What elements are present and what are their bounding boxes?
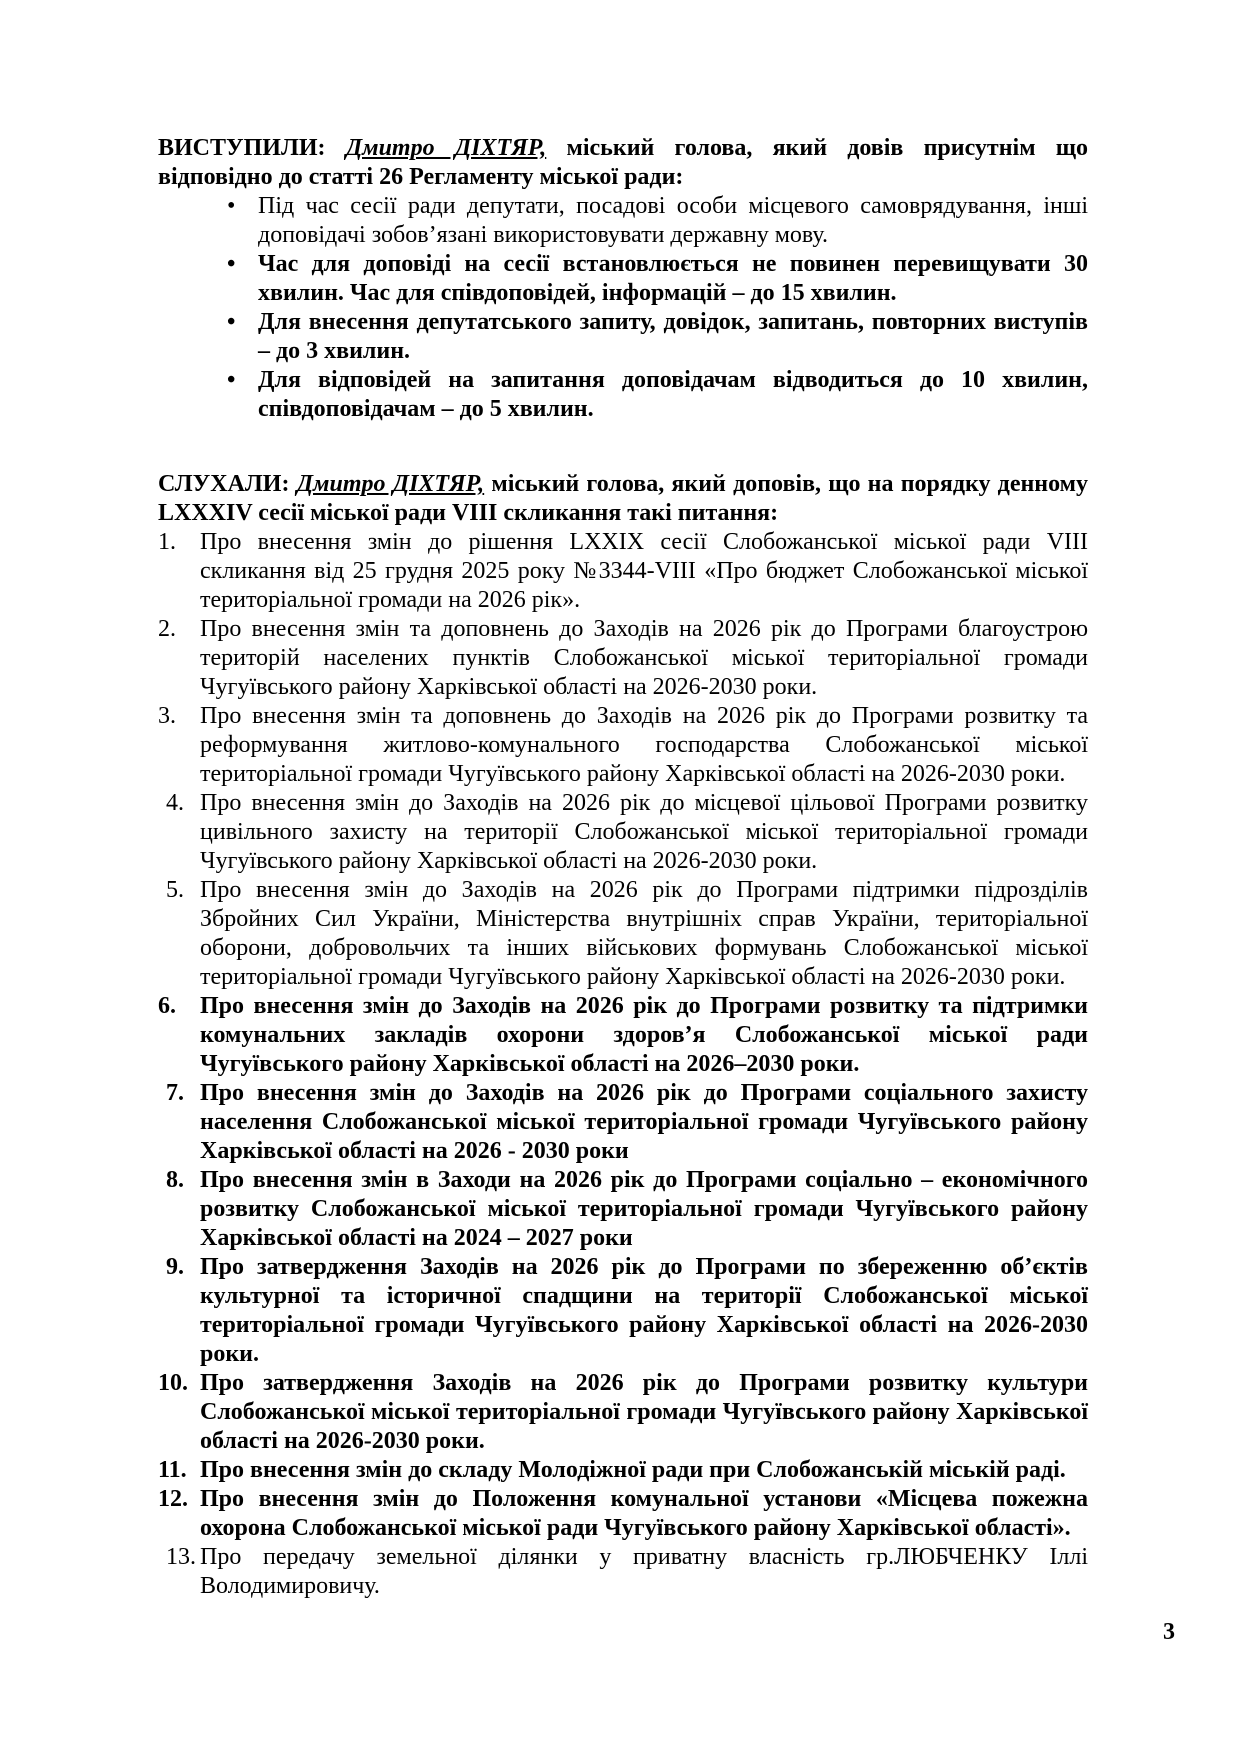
agenda-item — [158, 1253, 1088, 1369]
agenda-item — [158, 876, 1088, 992]
bullet-icon: • — [227, 193, 236, 219]
bullet-text: Під час сесії ради депутати, посадові особи місцевого самоврядування, інші доповідачі зобов’язані використовувати державну мову. — [258, 193, 1088, 248]
document-content — [158, 134, 1088, 1601]
agenda-item — [158, 1543, 1088, 1601]
bullet-icon: • — [227, 309, 236, 335]
item-number: 11. — [158, 1457, 187, 1483]
item-number: 4. — [166, 790, 184, 816]
item-number: 12. — [158, 1486, 188, 1512]
bullet-text: Для внесення депутатського запиту, довідок, запитань, повторних виступів – до 3 хвилин. — [258, 309, 1088, 364]
item-text: Про внесення змін до Заходів на 2026 рік до Програми соціального захисту населення Слобожанської міської територіальної громади Чугуївського району Харківської області на 2026 - 2030 роки — [200, 1080, 1088, 1164]
slukhaly-label: СЛУХАЛИ: — [158, 471, 290, 497]
slukhaly-paragraph — [158, 470, 1088, 528]
vystupyly-intro: міський голова, який довів присутнім що відповідно до статті 26 Регламенту міської ради: — [158, 135, 1089, 190]
speaker-name: Дмитро ДІХТЯР, — [345, 135, 547, 161]
item-text: Про внесення змін до складу Молодіжної ради при Слобожанській міській раді. — [200, 1457, 1066, 1483]
agenda-item — [158, 1079, 1088, 1166]
bullet-item — [158, 192, 1088, 250]
item-number: 9. — [166, 1254, 184, 1280]
agenda-item — [158, 615, 1088, 702]
vystupyly-paragraph — [158, 134, 1088, 192]
item-number: 6. — [158, 993, 176, 1019]
item-number: 8. — [166, 1167, 184, 1193]
item-number: 5. — [166, 877, 184, 903]
item-text: Про внесення змін до рішення LXXIX сесії Слобожанської міської ради VIII скликання від 25 грудня 2025 року №3344-VIII «Про бюджет Слобожанської міської територіальної громади на 2026 рік». — [200, 529, 1088, 613]
vystupyly-label: ВИСТУПИЛИ: — [158, 135, 326, 161]
item-text: Про внесення змін та доповнень до Заходів на 2026 рік до Програми розвитку та реформування житлово-комунального господарства Слобожанської міської територіальної громади Чугуївського району Харківської області на 2026-2030 роки. — [200, 703, 1088, 787]
speaker-name: Дмитро ДІХТЯР, — [296, 471, 485, 497]
slukhaly-intro: міський голова, який доповів, що на порядку денному LXXXIV сесії міської ради VIII скликання такі питання: — [158, 471, 1089, 526]
item-number: 10. — [158, 1370, 188, 1396]
page-number: 3 — [1163, 1619, 1175, 1645]
rules-bullet-list — [158, 192, 1088, 424]
item-text: Про внесення змін до Заходів на 2026 рік до місцевої цільової Програми розвитку цивільного захисту на території Слобожанської міської територіальної громади Чугуївського району Харківської області на 2026-2030 роки. — [200, 790, 1088, 874]
bullet-item — [158, 250, 1088, 308]
item-number: 13. — [166, 1544, 196, 1570]
agenda-item — [158, 1456, 1088, 1485]
item-number: 1. — [158, 529, 176, 555]
item-text: Про затвердження Заходів на 2026 рік до Програми по збереженню об’єктів культурної та історичної спадщини на території Слобожанської міської територіальної громади Чугуївського району Харківської області на 2026-2030 роки. — [200, 1254, 1088, 1367]
item-text: Про внесення змін та доповнень до Заходів на 2026 рік до Програми благоустрою територій населених пунктів Слобожанської міської територіальної громади Чугуївського району Харківської області на 2026-2030 роки. — [200, 616, 1088, 700]
agenda-item — [158, 702, 1088, 789]
item-number: 2. — [158, 616, 176, 642]
item-text: Про внесення змін до Заходів на 2026 рік до Програми розвитку та підтримки комунальних закладів охорони здоров’я Слобожанської міської ради Чугуївського району Харківської області на 2026–2030 роки. — [200, 993, 1088, 1077]
item-text: Про внесення змін до Положення комунальної установи «Місцева пожежна охорона Слобожанської міської ради Чугуївського району Харківської області». — [200, 1486, 1088, 1541]
item-text: Про внесення змін до Заходів на 2026 рік до Програми підтримки підрозділів Збройних Сил України, Міністерства внутрішніх справ України, територіальної оборони, добровольчих та інших військових формувань Слобожанської міської територіальної громади Чугуївського району Харківської області на 2026-2030 роки. — [200, 877, 1088, 990]
item-number: 3. — [158, 703, 176, 729]
bullet-text: Час для доповіді на сесії встановлюється не повинен перевищувати 30 хвилин. Час для співдоповідей, інформацій – до 15 хвилин. — [258, 251, 1088, 306]
agenda-item — [158, 528, 1088, 615]
bullet-item — [158, 308, 1088, 366]
agenda-item — [158, 992, 1088, 1079]
bullet-text: Для відповідей на запитання доповідачам відводиться до 10 хвилин, співдоповідачам – до 5 хвилин. — [258, 367, 1088, 422]
bullet-item — [158, 366, 1088, 424]
item-number: 7. — [166, 1080, 184, 1106]
agenda-item — [158, 789, 1088, 876]
agenda-item — [158, 1166, 1088, 1253]
item-text: Про затвердження Заходів на 2026 рік до Програми розвитку культури Слобожанської міської територіальної громади Чугуївського району Харківської області на 2026-2030 роки. — [200, 1370, 1088, 1454]
agenda-item — [158, 1485, 1088, 1543]
item-text: Про передачу земельної ділянки у приватну власність гр.ЛЮБЧЕНКУ Іллі Володимировичу. — [200, 1544, 1088, 1599]
bullet-icon: • — [227, 251, 236, 277]
agenda-item — [158, 1369, 1088, 1456]
agenda-list — [158, 528, 1088, 1601]
item-text: Про внесення змін в Заходи на 2026 рік до Програми соціально – економічного розвитку Слобожанської міської територіальної громади Чугуївського району Харківської області на 2024 – 2027 роки — [200, 1167, 1088, 1251]
bullet-icon: • — [227, 367, 236, 393]
